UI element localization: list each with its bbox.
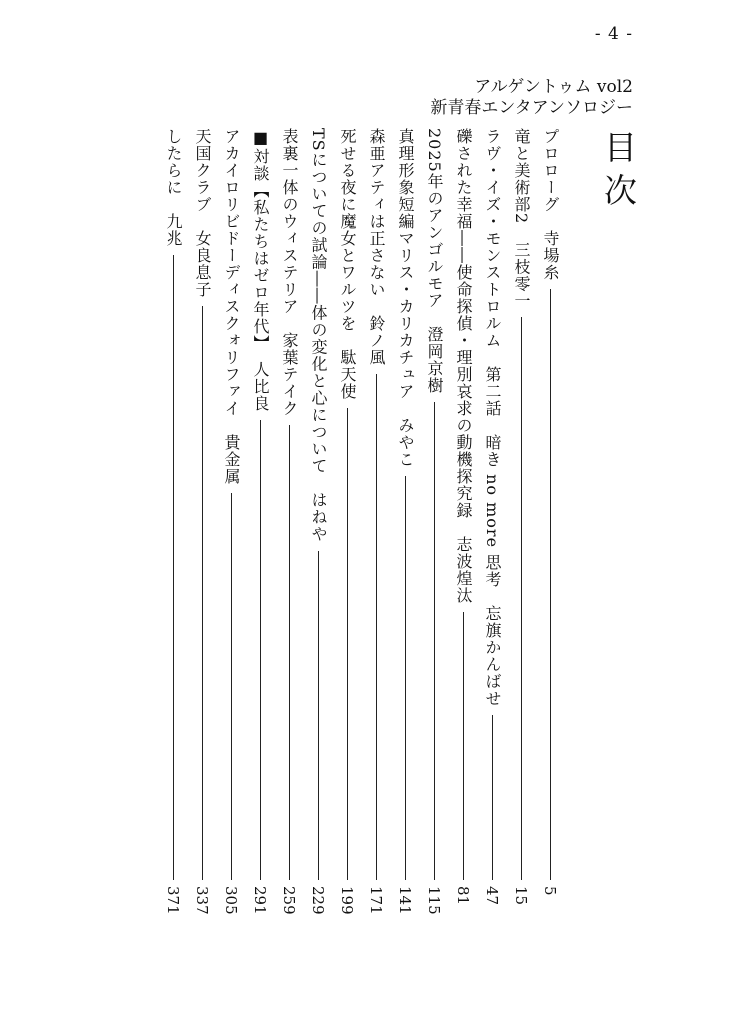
toc-leader-line — [463, 612, 464, 880]
toc-leader-line — [492, 715, 493, 880]
toc-leader-line — [202, 306, 203, 880]
book-subtitle: 新青春エンタアンソロジー — [430, 98, 633, 118]
toc-entry-title: したらに 九兆 — [164, 128, 183, 247]
toc-entry[interactable] — [190, 128, 214, 928]
toc-leader-line — [434, 402, 435, 880]
toc-entry-title: ラヴ・イズ・モンストロルム 第二話 暗き no more 思考 忘旗かんばせ — [483, 128, 502, 708]
toc-entry-title: アカイロリビドーディスクォリファイ 貴金属 — [222, 128, 241, 485]
toc-entry-page: 337 — [193, 886, 211, 915]
toc-entry[interactable] — [306, 128, 330, 928]
toc-entry[interactable] — [219, 128, 243, 928]
toc-leader-line — [260, 420, 261, 880]
toc-entry[interactable] — [538, 128, 562, 928]
toc-entry[interactable] — [480, 128, 504, 928]
toc-entry-page: 141 — [396, 886, 414, 915]
toc-entry-page: 259 — [280, 886, 298, 915]
toc-entry-page: 199 — [338, 886, 356, 915]
toc-entry-title: 表裏一体のウィステリア 家葉テイク — [280, 128, 299, 417]
toc-entry[interactable] — [509, 128, 533, 928]
toc-leader-line — [347, 408, 348, 880]
book-title: アルゲントゥム vol2 — [474, 77, 633, 97]
toc-leader-line — [376, 374, 377, 880]
toc-entry[interactable] — [335, 128, 359, 928]
toc-entry[interactable] — [161, 128, 185, 928]
toc-entry-title: 森亜アティは正さない 鈴ノ風 — [367, 128, 386, 366]
toc-entry-title: 礫された幸福――使命探偵・理別哀求の動機探究録 志波煌汰 — [454, 128, 473, 604]
toc-entry-page: 81 — [454, 886, 472, 906]
toc-entry[interactable] — [248, 128, 272, 928]
toc-entry-title: 天国クラブ 女良息子 — [193, 128, 212, 298]
toc-entry-title: プロローグ 寺場糸 — [541, 128, 560, 281]
toc-leader-line — [173, 255, 174, 880]
toc-heading: 目次 — [599, 130, 638, 216]
toc-entry[interactable] — [422, 128, 446, 928]
toc-entry[interactable] — [451, 128, 475, 928]
toc-entry[interactable] — [364, 128, 388, 928]
toc-entry-page: 291 — [251, 886, 269, 915]
toc-entry-title: 死せる夜に魔女とワルツを 駄天使 — [338, 128, 357, 400]
toc-entry-page: 371 — [164, 886, 182, 915]
toc-leader-line — [405, 476, 406, 880]
toc-entry-title: 2025年のアンゴルモア 澄岡京樹 — [425, 128, 444, 394]
toc-entry-page: 115 — [425, 886, 443, 915]
toc-leader-line — [318, 551, 319, 880]
toc-entry-page: 47 — [483, 886, 501, 906]
toc-leader-line — [289, 425, 290, 880]
toc-entry-page: 171 — [367, 886, 385, 915]
toc-entry-title: 真理形象短編マリス・カリカチュア みやこ — [396, 128, 415, 468]
toc-entry[interactable] — [393, 128, 417, 928]
toc-leader-line — [231, 493, 232, 880]
toc-entry[interactable] — [277, 128, 301, 928]
toc-entry-title: TSについての試論――体の変化と心について はねや — [309, 128, 328, 543]
toc-entry-page: 305 — [222, 886, 240, 915]
toc-entry-title: 竜と美術部2 三枝零一 — [512, 128, 531, 310]
toc-entry-page: 229 — [309, 886, 327, 915]
toc-entry-page: 5 — [541, 886, 559, 896]
toc-entry-page: 15 — [512, 886, 530, 906]
toc-leader-line — [550, 289, 551, 880]
toc-entry-title: ■対談【私たちはゼロ年代】 人比良 — [251, 128, 270, 412]
page-number: - 4 - — [594, 24, 633, 44]
toc-leader-line — [521, 317, 522, 880]
